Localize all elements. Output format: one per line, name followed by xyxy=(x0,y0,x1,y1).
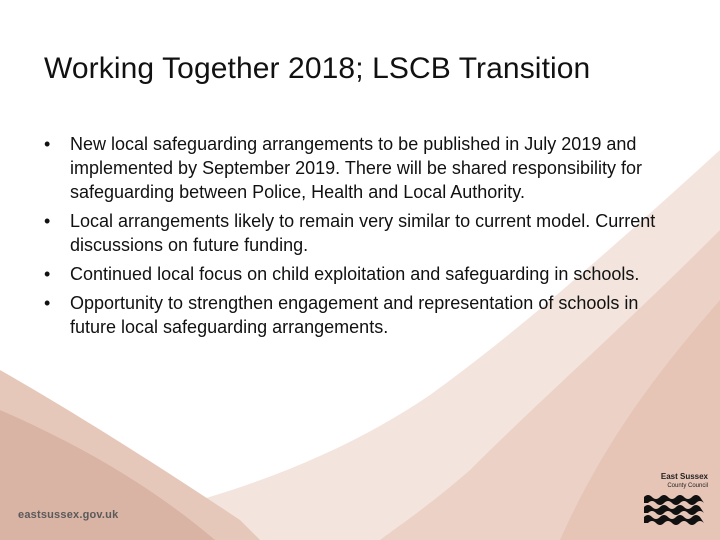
logo-line2: County Council xyxy=(667,483,708,489)
bullet-text: Opportunity to strengthen engagement and representation of schools in future local safeguarding arrangements. xyxy=(70,293,639,337)
bullet-marker: • xyxy=(44,293,51,313)
bullet-text: Continued local focus on child exploitation and safeguarding in schools. xyxy=(70,264,640,284)
logo-line1: East Sussex xyxy=(660,472,708,481)
bullet-marker: • xyxy=(44,211,51,231)
waves-icon xyxy=(640,491,706,525)
bullet-text: Local arrangements likely to remain very similar to current model. Current discussions on future funding. xyxy=(70,211,656,255)
slide-title: Working Together 2018; LSCB Transition xyxy=(44,52,591,85)
bullet-item xyxy=(44,291,684,339)
council-logo xyxy=(638,473,708,525)
footer-website[interactable]: eastsussex.gov.uk xyxy=(18,509,119,521)
bullet-marker: • xyxy=(44,134,51,154)
bullet-item xyxy=(44,262,684,286)
bullet-item xyxy=(44,209,684,257)
bullet-list xyxy=(44,132,684,344)
bullet-text: New local safeguarding arrangements to be published in July 2019 and implemented by September 2019. There will be shared responsibility for safeguarding between Police, Health and Local Authority. xyxy=(70,134,642,202)
bullet-marker: • xyxy=(44,264,51,284)
bullet-item xyxy=(44,132,684,204)
